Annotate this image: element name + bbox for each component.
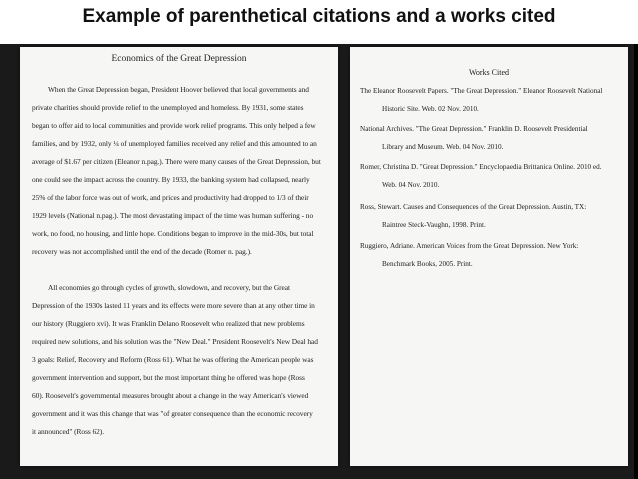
citation-line: National Archives. "The Great Depression." Franklin D. Roosevelt Presidential: [360, 125, 588, 133]
citation-line: Library and Museum. Web. 04 Nov. 2010.: [382, 143, 504, 151]
essay-line: average of $1.67 per citizen (Eleanor n.pag.). There were many causes of the Great Depression, but: [32, 157, 321, 166]
citation-line: Web. 04 Nov. 2010.: [382, 181, 440, 189]
essay-line: 60). Roosevelt's governmental measures brought about a change in the way American's viewed: [32, 391, 309, 400]
essay-line: recovery was not accomplished until the end of the decade (Romer n. pag.).: [32, 247, 252, 256]
essay-title: Economics of the Great Depression: [111, 54, 247, 64]
citation-line: Ruggiero, Adriane. American Voices from the Great Depression. New York:: [360, 242, 579, 250]
essay-line: Depression of the 1930s lasted 11 years and its effects were more severe than at any other time in: [32, 301, 315, 310]
citation-line: Benchmark Books, 2005. Print.: [382, 260, 473, 268]
essay-line: work, no food, no housing, and little hope. Conditions began to improve in the mid-30s, but total: [32, 229, 314, 238]
works-cited-title: Works Cited: [468, 68, 510, 77]
essay-line: began to offer aid to local communities and provide work relief programs. This only helped a few: [32, 121, 316, 130]
citation-line: Ross, Stewart. Causes and Consequences of the Great Depression. Austin, TX:: [360, 203, 587, 211]
citation-line: Raintree Steck-Vaughn, 1998. Print.: [382, 221, 486, 229]
citation-line: Historic Site. Web. 02 Nov. 2010.: [382, 105, 479, 113]
essay-line: private charities should provide relief to the unemployed and homeless. By 1931, some states: [32, 103, 304, 112]
essay-line: one could see the impact across the country. By 1933, the banking system had collapsed, nearly: [32, 175, 310, 184]
essay-line: 3 goals: Relief, Recovery and Reform (Ross 61). What he was offering the American people was: [32, 355, 314, 364]
essay-line: it announced" (Ross 62).: [32, 427, 105, 436]
essay-line: families, and by 1932, only ¼ of unemployed families received any relief and this amounted to an: [32, 139, 317, 148]
essay-line: 1929 levels (National n.pag.). The most devastating impact of the time was human suffering - no: [32, 211, 314, 220]
essay-line: government and it was this change that was "of greater consequence than the economic recovery: [32, 409, 313, 418]
slide-title: Example of parenthetical citations and a works cited: [82, 6, 556, 27]
slide-edge: [634, 44, 638, 479]
citation-line: The Eleanor Roosevelt Papers. "The Great Depression." Eleanor Roosevelt National: [360, 87, 603, 95]
essay-line: When the Great Depression began, President Hoover believed that local governments and: [48, 85, 309, 94]
works-cited-page: [350, 47, 628, 466]
essay-line: required new solutions, and his solution was the "New Deal." President Roosevelt's New Deal had: [32, 337, 318, 346]
essay-line: All economies go through cycles of growth, slowdown, and recovery, but the Great: [48, 283, 291, 292]
citation-line: Romer, Christina D. "Great Depression." Encyclopaedia Brittanica Online. 2010 ed.: [360, 163, 602, 171]
essay-page: [20, 47, 338, 466]
essay-line: our history (Ruggiero xvi). It was Franklin Delano Roosevelt who realized that new problems: [32, 319, 305, 328]
essay-line: government intervention and support, but the most important thing he offered was hope (Ross: [32, 373, 305, 382]
essay-line: 25% of the labor force was out of work, and prices and productivity had dropped to 1/3 of their: [32, 193, 309, 202]
